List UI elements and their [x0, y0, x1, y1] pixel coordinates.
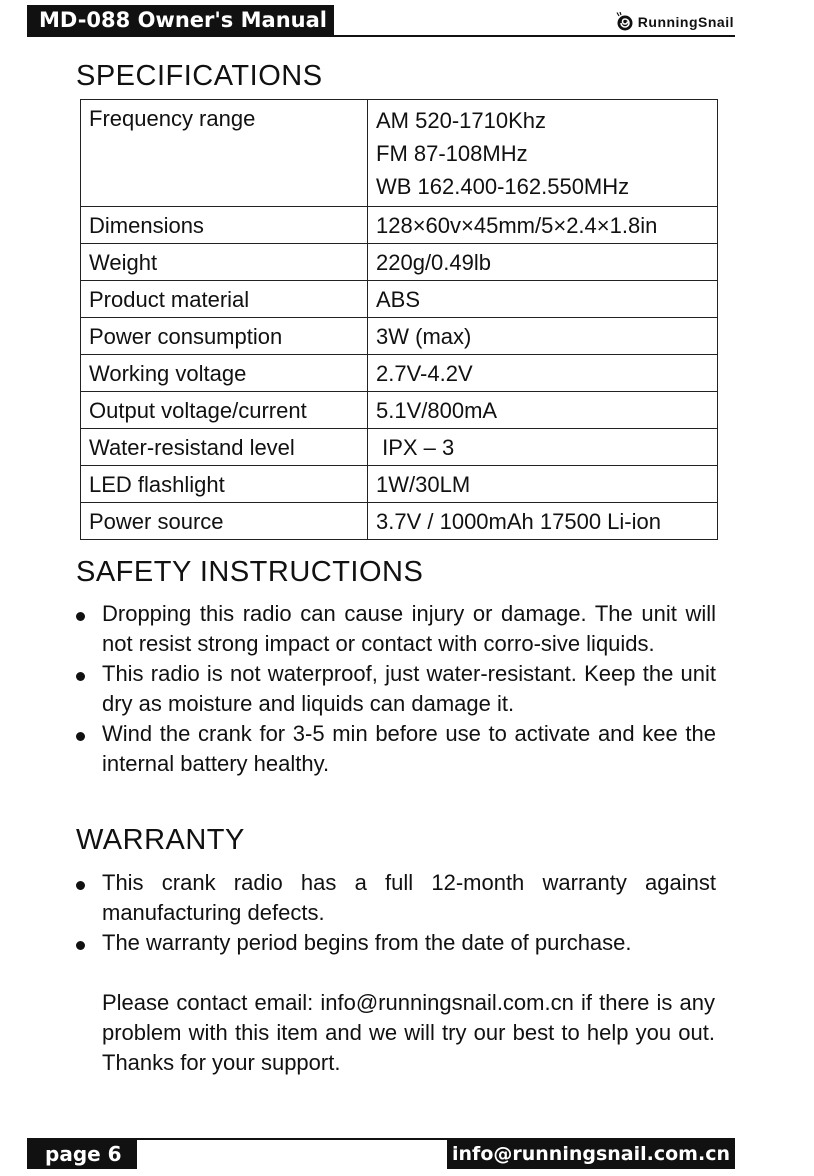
brand-logo [615, 10, 734, 34]
bullet-text: This radio is not waterproof, just water-resistant. Keep the unit dry as moisture and liquids can damage it. [102, 661, 716, 716]
spec-row [81, 355, 718, 392]
spec-value-cell [368, 318, 718, 355]
spec-value-cell [368, 207, 718, 244]
spec-row [81, 100, 718, 207]
bullet-dot-icon [76, 672, 85, 681]
spec-value: IPX – 3 [376, 435, 455, 460]
specifications-title: SPECIFICATIONS [76, 60, 323, 92]
warranty-title: WARRANTY [76, 824, 245, 856]
spec-value-cell [368, 281, 718, 318]
bullet-item [76, 599, 716, 659]
brand-name: RunningSnail [637, 14, 734, 30]
spec-row [81, 207, 718, 244]
spec-value-cell [368, 244, 718, 281]
snail-logo-icon [615, 12, 635, 32]
safety-title: SAFETY INSTRUCTIONS [76, 556, 424, 588]
spec-label: Water-resistand level [81, 429, 368, 466]
bullet-text: Dropping this radio can cause injury or damage. The unit will not resist strong impact or contact with corro-sive liquids. [102, 601, 716, 656]
bullet-dot-icon [76, 732, 85, 741]
spec-row [81, 244, 718, 281]
spec-label: Weight [81, 244, 368, 281]
spec-label: Output voltage/current [81, 392, 368, 429]
spec-label: Power consumption [81, 318, 368, 355]
bullet-item [76, 928, 716, 958]
header-divider [27, 35, 735, 37]
bullet-item [76, 659, 716, 719]
footer-email: info@runningsnail.com.cn [447, 1139, 735, 1169]
spec-value-cell [368, 392, 718, 429]
spec-row [81, 392, 718, 429]
spec-label: Power source [81, 503, 368, 540]
spec-value: 3W (max) [376, 324, 472, 349]
spec-row [81, 429, 718, 466]
bullet-item [76, 719, 716, 779]
manual-title: MD-088 Owner's Manual [39, 8, 327, 32]
bullet-item [76, 868, 716, 928]
spec-value-cell [368, 100, 718, 207]
bullet-text: Wind the crank for 3-5 min before use to activate and kee the internal battery healthy. [102, 721, 716, 776]
page-number: page 6 [27, 1139, 137, 1169]
spec-value: 220g/0.49lb [376, 250, 491, 275]
spec-value: 128×60v×45mm/5×2.4×1.8in [376, 213, 658, 238]
bullet-dot-icon [76, 612, 85, 621]
spec-value: WB 162.400-162.550MHz [376, 174, 630, 199]
spec-value-cell [368, 503, 718, 540]
spec-value-cell [368, 355, 718, 392]
spec-label: LED flashlight [81, 466, 368, 503]
spec-value-cell [368, 429, 718, 466]
spec-label: Working voltage [81, 355, 368, 392]
bullet-text: The warranty period begins from the date of purchase. [102, 930, 632, 955]
spec-row [81, 318, 718, 355]
spec-value: 3.7V / 1000mAh 17500 Li-ion [376, 509, 661, 534]
specifications-table [80, 99, 718, 540]
manual-title-bar [27, 5, 334, 36]
spec-row [81, 466, 718, 503]
spec-value: ABS [376, 287, 421, 312]
spec-value: FM 87-108MHz [376, 141, 528, 166]
bullet-dot-icon [76, 941, 85, 950]
spec-value: 2.7V-4.2V [376, 361, 473, 386]
spec-value: 5.1V/800mA [376, 398, 498, 423]
spec-label: Dimensions [81, 207, 368, 244]
spec-row [81, 281, 718, 318]
bullet-dot-icon [76, 881, 85, 890]
spec-value: AM 520-1710Khz [376, 108, 546, 133]
safety-list [76, 599, 716, 779]
spec-label: Frequency range [81, 100, 368, 207]
spec-row [81, 503, 718, 540]
bullet-text: This crank radio has a full 12-month warranty against manufacturing defects. [102, 870, 716, 925]
spec-label: Product material [81, 281, 368, 318]
spec-value-cell [368, 466, 718, 503]
contact-paragraph: Please contact email: info@runningsnail.com.cn if there is any problem with this item and we will try our best to help you out. Thanks for your support. [102, 990, 715, 1075]
warranty-list [76, 868, 716, 958]
spec-value: 1W/30LM [376, 472, 471, 497]
